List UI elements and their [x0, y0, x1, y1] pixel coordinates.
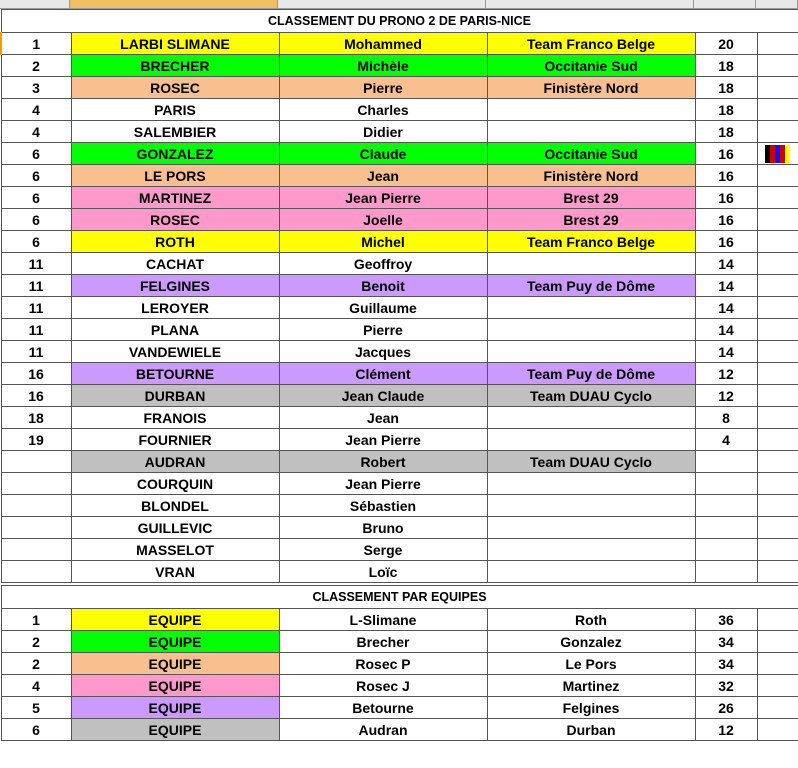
column-header-d[interactable] — [486, 0, 694, 8]
team-member-a-cell[interactable]: Betourne — [279, 697, 487, 719]
team-label-cell[interactable]: EQUIPE — [71, 631, 279, 653]
team-cell[interactable]: Team DUAU Cyclo — [487, 385, 695, 407]
rank-cell[interactable]: 1 — [1, 33, 71, 55]
firstname-cell[interactable]: Sébastien — [279, 495, 487, 517]
team-points-cell[interactable]: 34 — [695, 653, 757, 675]
team-row — [1, 631, 798, 653]
rank-cell[interactable]: 11 — [1, 341, 71, 363]
points-cell[interactable] — [695, 539, 757, 561]
rank-cell[interactable]: 6 — [1, 143, 71, 165]
team-extra-cell[interactable] — [757, 609, 798, 631]
team-member-b-cell[interactable]: Durban — [487, 719, 695, 741]
firstname-cell[interactable]: Bruno — [279, 517, 487, 539]
team-extra-cell[interactable] — [757, 653, 798, 675]
team-member-b-cell[interactable]: Felgines — [487, 697, 695, 719]
extra-cell[interactable] — [757, 385, 798, 407]
table-row — [1, 341, 798, 363]
team-cell[interactable]: Finistère Nord — [487, 165, 695, 187]
points-cell[interactable]: 4 — [695, 429, 757, 451]
team-cell[interactable]: Occitanie Sud — [487, 143, 695, 165]
firstname-cell[interactable]: Pierre — [279, 77, 487, 99]
name-cell[interactable]: MARTINEZ — [71, 187, 279, 209]
name-cell[interactable]: ROTH — [71, 231, 279, 253]
name-cell[interactable]: GONZALEZ — [71, 143, 279, 165]
column-header-strip — [0, 0, 798, 9]
name-cell[interactable]: PLANA — [71, 319, 279, 341]
name-cell[interactable]: MASSELOT — [71, 539, 279, 561]
team-row — [1, 653, 798, 675]
name-cell[interactable]: FRANOIS — [71, 407, 279, 429]
team-rank-cell[interactable]: 6 — [1, 719, 71, 741]
name-cell[interactable]: COURQUIN — [71, 473, 279, 495]
rank-cell[interactable]: 16 — [1, 385, 71, 407]
name-cell[interactable]: SALEMBIER — [71, 121, 279, 143]
rank-cell[interactable]: 3 — [1, 77, 71, 99]
team-row — [1, 719, 798, 741]
firstname-cell[interactable]: Didier — [279, 121, 487, 143]
firstname-cell[interactable]: Joelle — [279, 209, 487, 231]
team-cell[interactable]: Team Franco Belge — [487, 231, 695, 253]
points-cell[interactable]: 14 — [695, 253, 757, 275]
extra-cell[interactable] — [757, 209, 798, 231]
table-row — [1, 385, 798, 407]
firstname-cell[interactable]: Serge — [279, 539, 487, 561]
extra-cell[interactable] — [757, 517, 798, 539]
rank-cell[interactable]: 18 — [1, 407, 71, 429]
table-row — [1, 143, 798, 165]
points-cell[interactable]: 12 — [695, 363, 757, 385]
name-cell[interactable]: FOURNIER — [71, 429, 279, 451]
extra-cell[interactable] — [757, 253, 798, 275]
points-cell[interactable]: 20 — [695, 33, 757, 55]
page-title[interactable]: CLASSEMENT DU PRONO 2 DE PARIS-NICE — [1, 10, 798, 33]
table-row — [1, 55, 798, 77]
extra-cell[interactable] — [757, 473, 798, 495]
team-ranking-title[interactable]: CLASSEMENT PAR EQUIPES — [1, 586, 798, 609]
rank-cell[interactable]: 4 — [1, 121, 71, 143]
extra-cell[interactable] — [757, 561, 798, 583]
extra-cell[interactable] — [757, 143, 798, 165]
points-cell[interactable]: 18 — [695, 99, 757, 121]
extra-cell[interactable] — [757, 99, 798, 121]
firstname-cell[interactable]: Guillaume — [279, 297, 487, 319]
points-cell[interactable] — [695, 517, 757, 539]
team-cell[interactable]: Brest 29 — [487, 187, 695, 209]
name-cell[interactable]: LEROYER — [71, 297, 279, 319]
points-cell[interactable]: 14 — [695, 297, 757, 319]
column-header-b[interactable] — [70, 0, 278, 8]
points-cell[interactable]: 14 — [695, 275, 757, 297]
points-cell[interactable]: 18 — [695, 55, 757, 77]
extra-cell[interactable] — [757, 121, 798, 143]
table-row — [1, 517, 798, 539]
firstname-cell[interactable]: Jean Claude — [279, 385, 487, 407]
team-extra-cell[interactable] — [757, 697, 798, 719]
table-row — [1, 473, 798, 495]
table-row — [1, 77, 798, 99]
title-row — [1, 10, 798, 33]
points-cell[interactable]: 16 — [695, 165, 757, 187]
points-cell[interactable] — [695, 451, 757, 473]
points-cell[interactable] — [695, 561, 757, 583]
rank-cell[interactable] — [1, 561, 71, 583]
name-cell[interactable]: ROSEC — [71, 209, 279, 231]
extra-cell[interactable] — [757, 539, 798, 561]
column-header-f[interactable] — [756, 0, 798, 8]
team-cell[interactable] — [487, 253, 695, 275]
team-cell[interactable] — [487, 473, 695, 495]
firstname-cell[interactable]: Jacques — [279, 341, 487, 363]
team-member-b-cell[interactable]: Le Pors — [487, 653, 695, 675]
team-title-row — [1, 586, 798, 609]
rank-cell[interactable] — [1, 473, 71, 495]
team-member-a-cell[interactable]: Audran — [279, 719, 487, 741]
name-cell[interactable]: BETOURNE — [71, 363, 279, 385]
table-row — [1, 561, 798, 583]
jersey-stripes-icon — [765, 145, 791, 163]
firstname-cell[interactable]: Charles — [279, 99, 487, 121]
points-cell[interactable]: 16 — [695, 143, 757, 165]
extra-cell[interactable] — [757, 187, 798, 209]
team-cell[interactable] — [487, 539, 695, 561]
team-extra-cell[interactable] — [757, 631, 798, 653]
extra-cell[interactable] — [757, 319, 798, 341]
name-cell[interactable]: BLONDEL — [71, 495, 279, 517]
team-cell[interactable]: Team Puy de Dôme — [487, 275, 695, 297]
extra-cell[interactable] — [757, 275, 798, 297]
extra-cell[interactable] — [757, 55, 798, 77]
team-ranking — [1, 583, 798, 741]
team-cell[interactable]: Team Puy de Dôme — [487, 363, 695, 385]
team-points-cell[interactable]: 34 — [695, 631, 757, 653]
team-cell[interactable] — [487, 121, 695, 143]
firstname-cell[interactable]: Claude — [279, 143, 487, 165]
firstname-cell[interactable]: Jean — [279, 407, 487, 429]
individual-ranking — [1, 10, 798, 583]
rank-cell[interactable]: 2 — [1, 55, 71, 77]
name-cell[interactable]: GUILLEVIC — [71, 517, 279, 539]
ranking-sheet — [0, 9, 798, 741]
team-cell[interactable]: Finistère Nord — [487, 77, 695, 99]
points-cell[interactable]: 8 — [695, 407, 757, 429]
team-cell[interactable] — [487, 341, 695, 363]
firstname-cell[interactable]: Jean — [279, 165, 487, 187]
extra-cell[interactable] — [757, 231, 798, 253]
team-rank-cell[interactable]: 5 — [1, 697, 71, 719]
team-label-cell[interactable]: EQUIPE — [71, 609, 279, 631]
team-member-b-cell[interactable]: Roth — [487, 609, 695, 631]
team-cell[interactable]: Team Franco Belge — [487, 33, 695, 55]
rank-cell[interactable]: 11 — [1, 253, 71, 275]
extra-cell[interactable] — [757, 363, 798, 385]
team-label-cell[interactable]: EQUIPE — [71, 697, 279, 719]
team-member-a-cell[interactable]: Rosec P — [279, 653, 487, 675]
team-cell[interactable]: Team DUAU Cyclo — [487, 451, 695, 473]
rank-cell[interactable]: 16 — [1, 363, 71, 385]
table-row — [1, 297, 798, 319]
table-row — [1, 187, 798, 209]
extra-cell[interactable] — [757, 297, 798, 319]
team-cell[interactable] — [487, 517, 695, 539]
firstname-cell[interactable]: Loïc — [279, 561, 487, 583]
extra-cell[interactable] — [757, 451, 798, 473]
table-row — [1, 33, 798, 55]
rank-cell[interactable]: 11 — [1, 297, 71, 319]
firstname-cell[interactable]: Jean Pierre — [279, 429, 487, 451]
table-row — [1, 363, 798, 385]
firstname-cell[interactable]: Jean Pierre — [279, 473, 487, 495]
firstname-cell[interactable]: Benoit — [279, 275, 487, 297]
team-cell[interactable] — [487, 561, 695, 583]
extra-cell[interactable] — [757, 495, 798, 517]
team-label-cell[interactable]: EQUIPE — [71, 719, 279, 741]
table-row — [1, 253, 798, 275]
table-row — [1, 451, 798, 473]
points-cell[interactable] — [695, 495, 757, 517]
table-row — [1, 275, 798, 297]
table-row — [1, 319, 798, 341]
team-cell[interactable] — [487, 99, 695, 121]
rank-cell[interactable]: 6 — [1, 231, 71, 253]
team-member-a-cell[interactable]: Rosec J — [279, 675, 487, 697]
points-cell[interactable]: 14 — [695, 341, 757, 363]
column-header-c[interactable] — [278, 0, 486, 8]
table-row — [1, 539, 798, 561]
team-rank-cell[interactable]: 4 — [1, 675, 71, 697]
firstname-cell[interactable]: Geoffroy — [279, 253, 487, 275]
team-cell[interactable]: Occitanie Sud — [487, 55, 695, 77]
team-cell[interactable] — [487, 319, 695, 341]
points-cell[interactable]: 16 — [695, 209, 757, 231]
firstname-cell[interactable]: Michèle — [279, 55, 487, 77]
rank-cell[interactable]: 4 — [1, 99, 71, 121]
name-cell[interactable]: DURBAN — [71, 385, 279, 407]
name-cell[interactable]: PARIS — [71, 99, 279, 121]
table-row — [1, 209, 798, 231]
firstname-cell[interactable]: Robert — [279, 451, 487, 473]
rank-cell[interactable]: 11 — [1, 275, 71, 297]
name-cell[interactable]: ROSEC — [71, 77, 279, 99]
points-cell[interactable]: 16 — [695, 231, 757, 253]
rank-cell[interactable]: 11 — [1, 319, 71, 341]
name-cell[interactable]: BRECHER — [71, 55, 279, 77]
team-member-b-cell[interactable]: Martinez — [487, 675, 695, 697]
team-points-cell[interactable]: 12 — [695, 719, 757, 741]
name-cell[interactable]: VANDEWIELE — [71, 341, 279, 363]
team-cell[interactable] — [487, 407, 695, 429]
points-cell[interactable] — [695, 473, 757, 495]
rank-cell[interactable]: 6 — [1, 209, 71, 231]
team-extra-cell[interactable] — [757, 719, 798, 741]
extra-cell[interactable] — [757, 341, 798, 363]
rank-cell[interactable] — [1, 539, 71, 561]
team-label-cell[interactable]: EQUIPE — [71, 653, 279, 675]
team-row — [1, 675, 798, 697]
table-row — [1, 99, 798, 121]
table-row — [1, 429, 798, 451]
table-row — [1, 407, 798, 429]
team-cell[interactable] — [487, 297, 695, 319]
team-cell[interactable] — [487, 429, 695, 451]
rank-cell[interactable] — [1, 495, 71, 517]
team-extra-cell[interactable] — [757, 675, 798, 697]
team-cell[interactable] — [487, 495, 695, 517]
name-cell[interactable]: VRAN — [71, 561, 279, 583]
firstname-cell[interactable]: Jean Pierre — [279, 187, 487, 209]
extra-cell[interactable] — [757, 429, 798, 451]
extra-cell[interactable] — [757, 407, 798, 429]
table-row — [1, 495, 798, 517]
team-rank-cell[interactable]: 2 — [1, 631, 71, 653]
team-label-cell[interactable]: EQUIPE — [71, 675, 279, 697]
table-row — [1, 121, 798, 143]
name-cell[interactable]: LE PORS — [71, 165, 279, 187]
points-cell[interactable]: 16 — [695, 187, 757, 209]
rank-cell[interactable]: 6 — [1, 187, 71, 209]
rank-cell[interactable]: 6 — [1, 165, 71, 187]
points-cell[interactable]: 18 — [695, 77, 757, 99]
team-points-cell[interactable]: 36 — [695, 609, 757, 631]
name-cell[interactable]: FELGINES — [71, 275, 279, 297]
rank-cell[interactable]: 19 — [1, 429, 71, 451]
column-header-a[interactable] — [0, 0, 70, 8]
rank-cell[interactable] — [1, 517, 71, 539]
team-row — [1, 609, 798, 631]
table-row — [1, 165, 798, 187]
firstname-cell[interactable]: Michel — [279, 231, 487, 253]
team-points-cell[interactable]: 26 — [695, 697, 757, 719]
name-cell[interactable]: AUDRAN — [71, 451, 279, 473]
team-row — [1, 697, 798, 719]
points-cell[interactable]: 14 — [695, 319, 757, 341]
team-member-a-cell[interactable]: L-Slimane — [279, 609, 487, 631]
name-cell[interactable]: CACHAT — [71, 253, 279, 275]
team-rank-cell[interactable]: 2 — [1, 653, 71, 675]
team-member-a-cell[interactable]: Brecher — [279, 631, 487, 653]
team-cell[interactable]: Brest 29 — [487, 209, 695, 231]
firstname-cell[interactable]: Pierre — [279, 319, 487, 341]
firstname-cell[interactable]: Mohammed — [279, 33, 487, 55]
name-cell[interactable]: LARBI SLIMANE — [71, 33, 279, 55]
rank-cell[interactable] — [1, 451, 71, 473]
team-points-cell[interactable]: 32 — [695, 675, 757, 697]
firstname-cell[interactable]: Clément — [279, 363, 487, 385]
team-rank-cell[interactable]: 1 — [1, 609, 71, 631]
extra-cell[interactable] — [757, 33, 798, 55]
column-header-e[interactable] — [694, 0, 756, 8]
table-row — [1, 231, 798, 253]
points-cell[interactable]: 12 — [695, 385, 757, 407]
extra-cell[interactable] — [757, 77, 798, 99]
team-member-b-cell[interactable]: Gonzalez — [487, 631, 695, 653]
points-cell[interactable]: 18 — [695, 121, 757, 143]
extra-cell[interactable] — [757, 165, 798, 187]
